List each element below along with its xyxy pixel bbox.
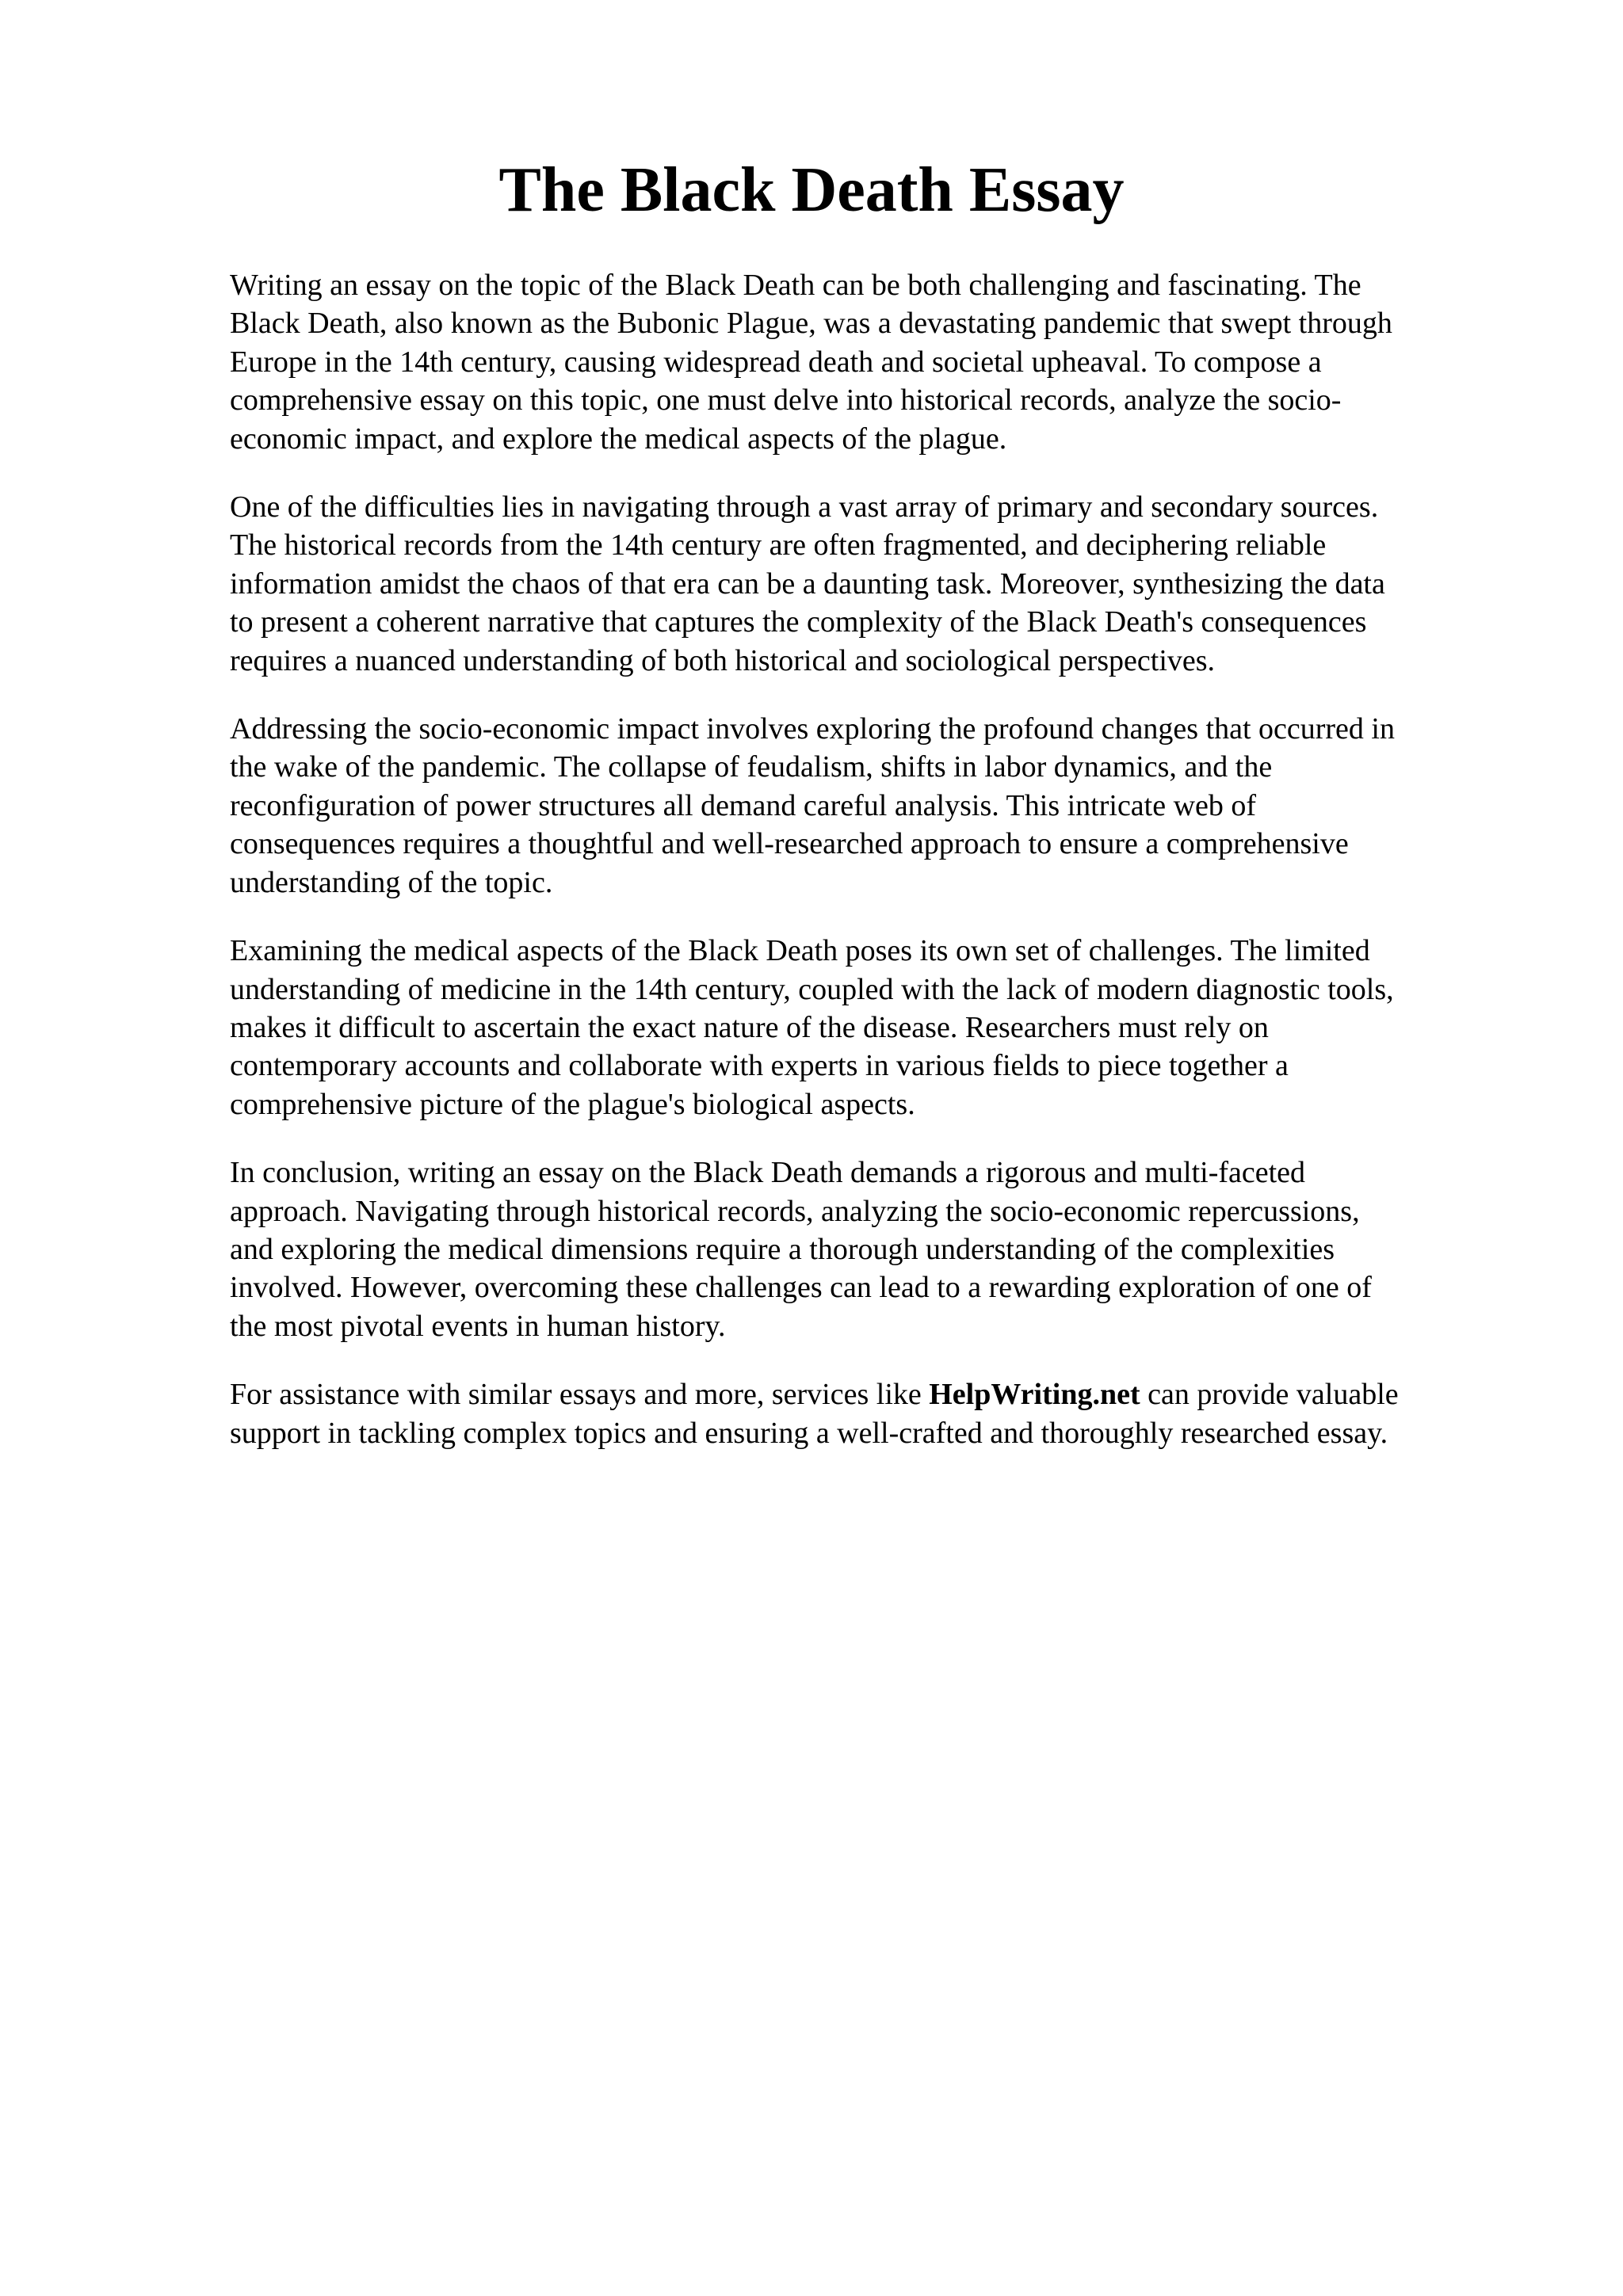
paragraph-line: contemporary accounts and collaborate with experts in various fields to piece together a — [230, 1049, 1289, 1083]
closing-text-before: For assistance with similar essays and more, services like — [230, 1378, 930, 1412]
document-body — [230, 266, 1514, 1482]
paragraph-line: the most pivotal events in human history. — [230, 1309, 726, 1343]
paragraph-line: Examining the medical aspects of the Black Death poses its own set of challenges. The limited — [230, 934, 1370, 968]
paragraph-line: reconfiguration of power structures all demand careful analysis. This intricate web of — [230, 788, 1257, 822]
paragraph-line: understanding of medicine in the 14th century, coupled with the lack of modern diagnostic tools, — [230, 972, 1394, 1006]
paragraph-line: consequences requires a thoughtful and well-researched approach to ensure a comprehensive — [230, 827, 1349, 861]
paragraph-line: comprehensive essay on this topic, one must delve into historical records, analyze the socio- — [230, 383, 1342, 418]
brand-name: HelpWriting.net — [929, 1378, 1140, 1412]
paragraph-line: the wake of the pandemic. The collapse of feudalism, shifts in labor dynamics, and the — [230, 750, 1273, 784]
paragraph-line: approach. Navigating through historical records, analyzing the socio-economic repercussions, — [230, 1194, 1360, 1228]
paragraph-sources — [230, 488, 1514, 680]
paragraph-line: information amidst the chaos of that era can be a daunting task. Moreover, synthesizing the data — [230, 566, 1385, 601]
paragraph-line: One of the difficulties lies in navigating through a vast array of primary and secondary sources. — [230, 490, 1379, 524]
paragraph-line: makes it difficult to ascertain the exact nature of the disease. Researchers must rely on — [230, 1010, 1269, 1044]
paragraph-line: Black Death, also known as the Bubonic Plague, was a devastating pandemic that swept through — [230, 307, 1392, 341]
paragraph-line: Addressing the socio-economic impact involves exploring the profound changes that occurred in — [230, 712, 1395, 746]
paragraph-line: to present a coherent narrative that captures the complexity of the Black Death's consequences — [230, 605, 1367, 639]
closing-text-after: can provide valuable — [1140, 1378, 1399, 1412]
paragraph-intro — [230, 266, 1514, 458]
paragraph-line: support in tackling complex topics and ensuring a well-crafted and thoroughly researched essay. — [230, 1416, 1388, 1450]
paragraph-medical — [230, 932, 1514, 1123]
paragraph-line: understanding of the topic. — [230, 865, 553, 899]
paragraph-line: economic impact, and explore the medical aspects of the plague. — [230, 421, 1007, 456]
paragraph-conclusion — [230, 1154, 1514, 1345]
paragraph-line: requires a nuanced understanding of both historical and sociological perspectives. — [230, 643, 1216, 677]
paragraph-line: In conclusion, writing an essay on the Black Death demands a rigorous and multi-faceted — [230, 1156, 1306, 1190]
paragraph-line: The historical records from the 14th century are often fragmented, and deciphering reliable — [230, 528, 1327, 563]
document-title: The Black Death Essay — [498, 155, 1125, 225]
paragraph-line: comprehensive picture of the plague's biological aspects. — [230, 1087, 915, 1121]
paragraph-line: involved. However, overcoming these challenges can lead to a rewarding exploration of one of — [230, 1271, 1372, 1305]
paragraph-closing — [230, 1375, 1514, 1452]
paragraph-socio-economic — [230, 710, 1514, 902]
paragraph-line — [230, 1375, 1514, 1413]
paragraph-line: and exploring the medical dimensions require a thorough understanding of the complexities — [230, 1232, 1335, 1266]
paragraph-line: Writing an essay on the topic of the Black Death can be both challenging and fascinating. The — [230, 269, 1361, 302]
paragraph-line: Europe in the 14th century, causing widespread death and societal upheaval. To compose a — [230, 345, 1322, 379]
